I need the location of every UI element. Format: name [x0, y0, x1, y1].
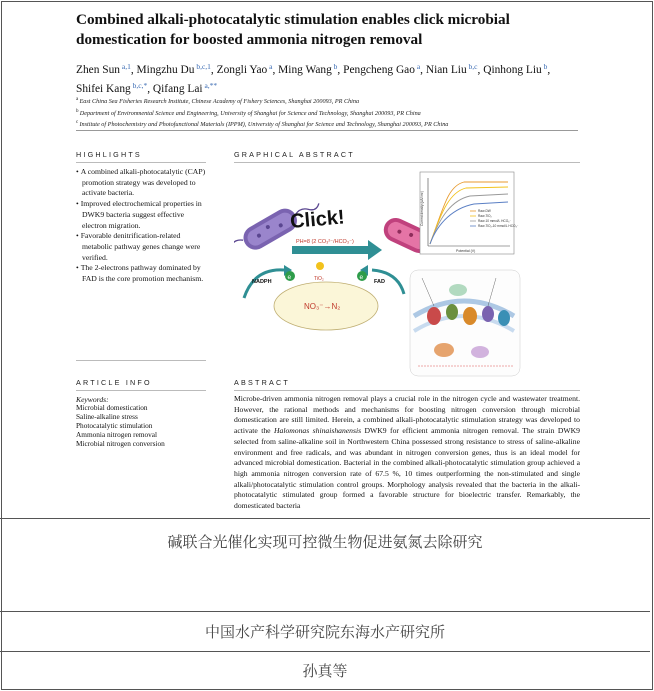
- affiliation: $^a$ East China Sea Fisheries Research Institute, Chinese Academy of Fishery Sciences, Shanghai 200093, PR China: [76, 97, 360, 106]
- condition-label: PH=8 (2 CO₃²⁻/HCO₃⁻): [296, 239, 354, 245]
- light-bulb-icon: [316, 262, 324, 270]
- chinese-title-row: [0, 518, 650, 611]
- abstract-divider: [234, 390, 580, 391]
- highlight-item: • A combined alkali-photocatalytic (CAP) promotion strategy was developed to activate bacteria.: [76, 167, 210, 199]
- highlights-bottom-divider: [76, 360, 206, 361]
- affiliation-list: [76, 95, 596, 130]
- keywords-label: Keywords:: [76, 395, 109, 404]
- highlight-item: • The 2-electrons pathway dominated by FAD is the core promotion mechanism.: [76, 263, 210, 284]
- abstract-text: [234, 394, 580, 512]
- pathway-schematic: [410, 270, 520, 376]
- paper-title: Combined alkali-photocatalytic stimulation enables click microbial domestication for boosted ammonia nitrogen removal: [76, 11, 510, 48]
- header-divider: [76, 130, 578, 131]
- affiliation: $^c$ Institute of Photochemistry and Photofunctional Materials (IPPM), University of Shanghai for Science and Technology, Shanghai 200093, PR China: [76, 120, 449, 129]
- article-info-divider: [76, 390, 206, 391]
- author-name: Zhen Sun: [76, 64, 120, 76]
- institution-row: [0, 611, 650, 651]
- authors-row: [0, 651, 650, 689]
- author-name: Shifei Kang: [76, 83, 131, 95]
- summary-authors: 孙真等: [302, 662, 348, 680]
- graphical-abstract-divider: [234, 162, 580, 163]
- author-name: Pengcheng Gao: [343, 64, 415, 76]
- catalyst-label: TiO₂: [314, 276, 324, 282]
- keyword-item: Photocatalytic stimulation: [76, 420, 153, 430]
- author-affiliation-mark: a: [414, 62, 421, 71]
- inset-lsv-chart: [420, 172, 519, 254]
- graphical-abstract-figure: [234, 166, 582, 380]
- keyword-item: Microbial domestication: [76, 403, 148, 412]
- inset-legend-entry: Raw-10 mmol/L HCO₃⁻: [478, 219, 512, 223]
- author-list: Zhen Sun $^{a,1}$, Mingzhu Du $^{b,c,1}$, Zongli Yao $^a$, Ming Wang $^b$, Pengcheng Gao $^a$, Nian Liu $^{b,c}$, Qinhong Liu $^b$, Shifei Kang $^{b,c,*}$, Qifang Lai $^{a,**}$: [76, 62, 551, 95]
- author-name: Qinhong Liu: [483, 64, 542, 76]
- abstract-part-1: Microbe-driven ammonia nitrogen removal plays a crucial role in the nitrogen cycle and wastewater treatment. However, the rational methods and mechanisms for boosting nitrogen conversion through microbial domestication are still limited. Herein, a combined alkali-photocatalytic stimulation strategy was developed to activate the: [234, 394, 580, 436]
- reaction-label: NO₃⁻→N₂: [304, 302, 341, 311]
- inset-ylabel: Current density (μA/cm²): [420, 191, 424, 226]
- author-affiliation-mark: b: [331, 62, 338, 71]
- author-name: Zongli Yao: [216, 64, 268, 76]
- author-name: Nian Liu: [425, 64, 467, 76]
- author-affiliation-mark: b,c: [466, 62, 478, 71]
- abstract-heading: ABSTRACT: [234, 378, 290, 387]
- inset-xlabel: Potential (V): [456, 249, 476, 253]
- author-name: Ming Wang: [278, 64, 332, 76]
- nadph-label: NADPH: [252, 279, 272, 285]
- electron-right-label: e: [359, 274, 364, 281]
- article-info-heading: ARTICLE INFO: [76, 378, 152, 387]
- affiliation: $^b$ Department of Environmental Science and Engineering, University of Shanghai for Science and Technology, Shanghai 200093, PR China: [76, 108, 421, 117]
- inset-legend-entry: Raw-TiO₂-10 mmol/L HCO₃⁻: [478, 224, 519, 228]
- keywords-list: [76, 404, 216, 449]
- graphical-abstract-heading: GRAPHICAL ABSTRACT: [234, 150, 355, 159]
- keyword-item: Microbial nitrogen conversion: [76, 438, 165, 448]
- inset-legend-entry: Raw-DW: [478, 209, 491, 213]
- highlights-divider: [76, 162, 206, 163]
- author-affiliation-mark: a: [267, 62, 273, 71]
- highlight-item: • Improved electrochemical properties in DWK9 bacteria suggest effective electron migration.: [76, 199, 210, 231]
- author-name: Mingzhu Du: [136, 64, 195, 76]
- abstract-species: Halomonas shinaishanensis: [273, 426, 362, 436]
- fad-label: FAD: [374, 279, 385, 285]
- abstract-part-2: DWK9 for efficient ammonia nitrogen removal. The strain DWK9 selected from saline-alkaline soil in Northwestern China possessed strong resistance to stress of saline-alkaline environment and free radicals, and was abundant in nitrogen conversion genes, thus is an ideal model for advanced microbial domestication. Bacterial in the combined alkali-photocatalytic stimulation group achieved a high ammonia nitrogen conversion rate of 67.5 %, 10 times outperforming the non-stimulated and single alkali/photocatalytic stimulation control groups. Morphology analysis revealed that the bacteria in the alkali-photocatalytic stimulated group formed a favorable structure for bioelectric transfer. Remarkably, the domesticated bacteria: [234, 426, 580, 511]
- keyword-item: Ammonia nitrogen removal: [76, 429, 158, 439]
- electron-left-label: e: [287, 274, 292, 281]
- highlight-item: • Favorable denitrification-related metabolic pathway genes change were verified.: [76, 231, 210, 263]
- author-affiliation-mark: b,c,1: [194, 62, 211, 71]
- author-affiliation-mark: a,1: [119, 62, 131, 71]
- author-affiliation-mark: b: [541, 62, 548, 71]
- institution-name: 中国水产科学研究院东海水产研究所: [204, 623, 445, 641]
- author-affiliation-mark: b,c,*: [130, 81, 148, 90]
- chinese-title: 碱联合光催化实现可控微生物促进氨氮去除研究: [167, 533, 483, 551]
- author-name: Qifang Lai: [152, 83, 203, 95]
- highlights-list: [76, 167, 210, 285]
- highlights-heading: HIGHLIGHTS: [76, 150, 142, 159]
- click-label: Click!: [289, 206, 346, 234]
- inset-legend-entry: Raw-TiO₂: [478, 214, 492, 218]
- author-affiliation-mark: a,**: [202, 81, 218, 90]
- keyword-item: Saline-alkaline stress: [76, 411, 138, 421]
